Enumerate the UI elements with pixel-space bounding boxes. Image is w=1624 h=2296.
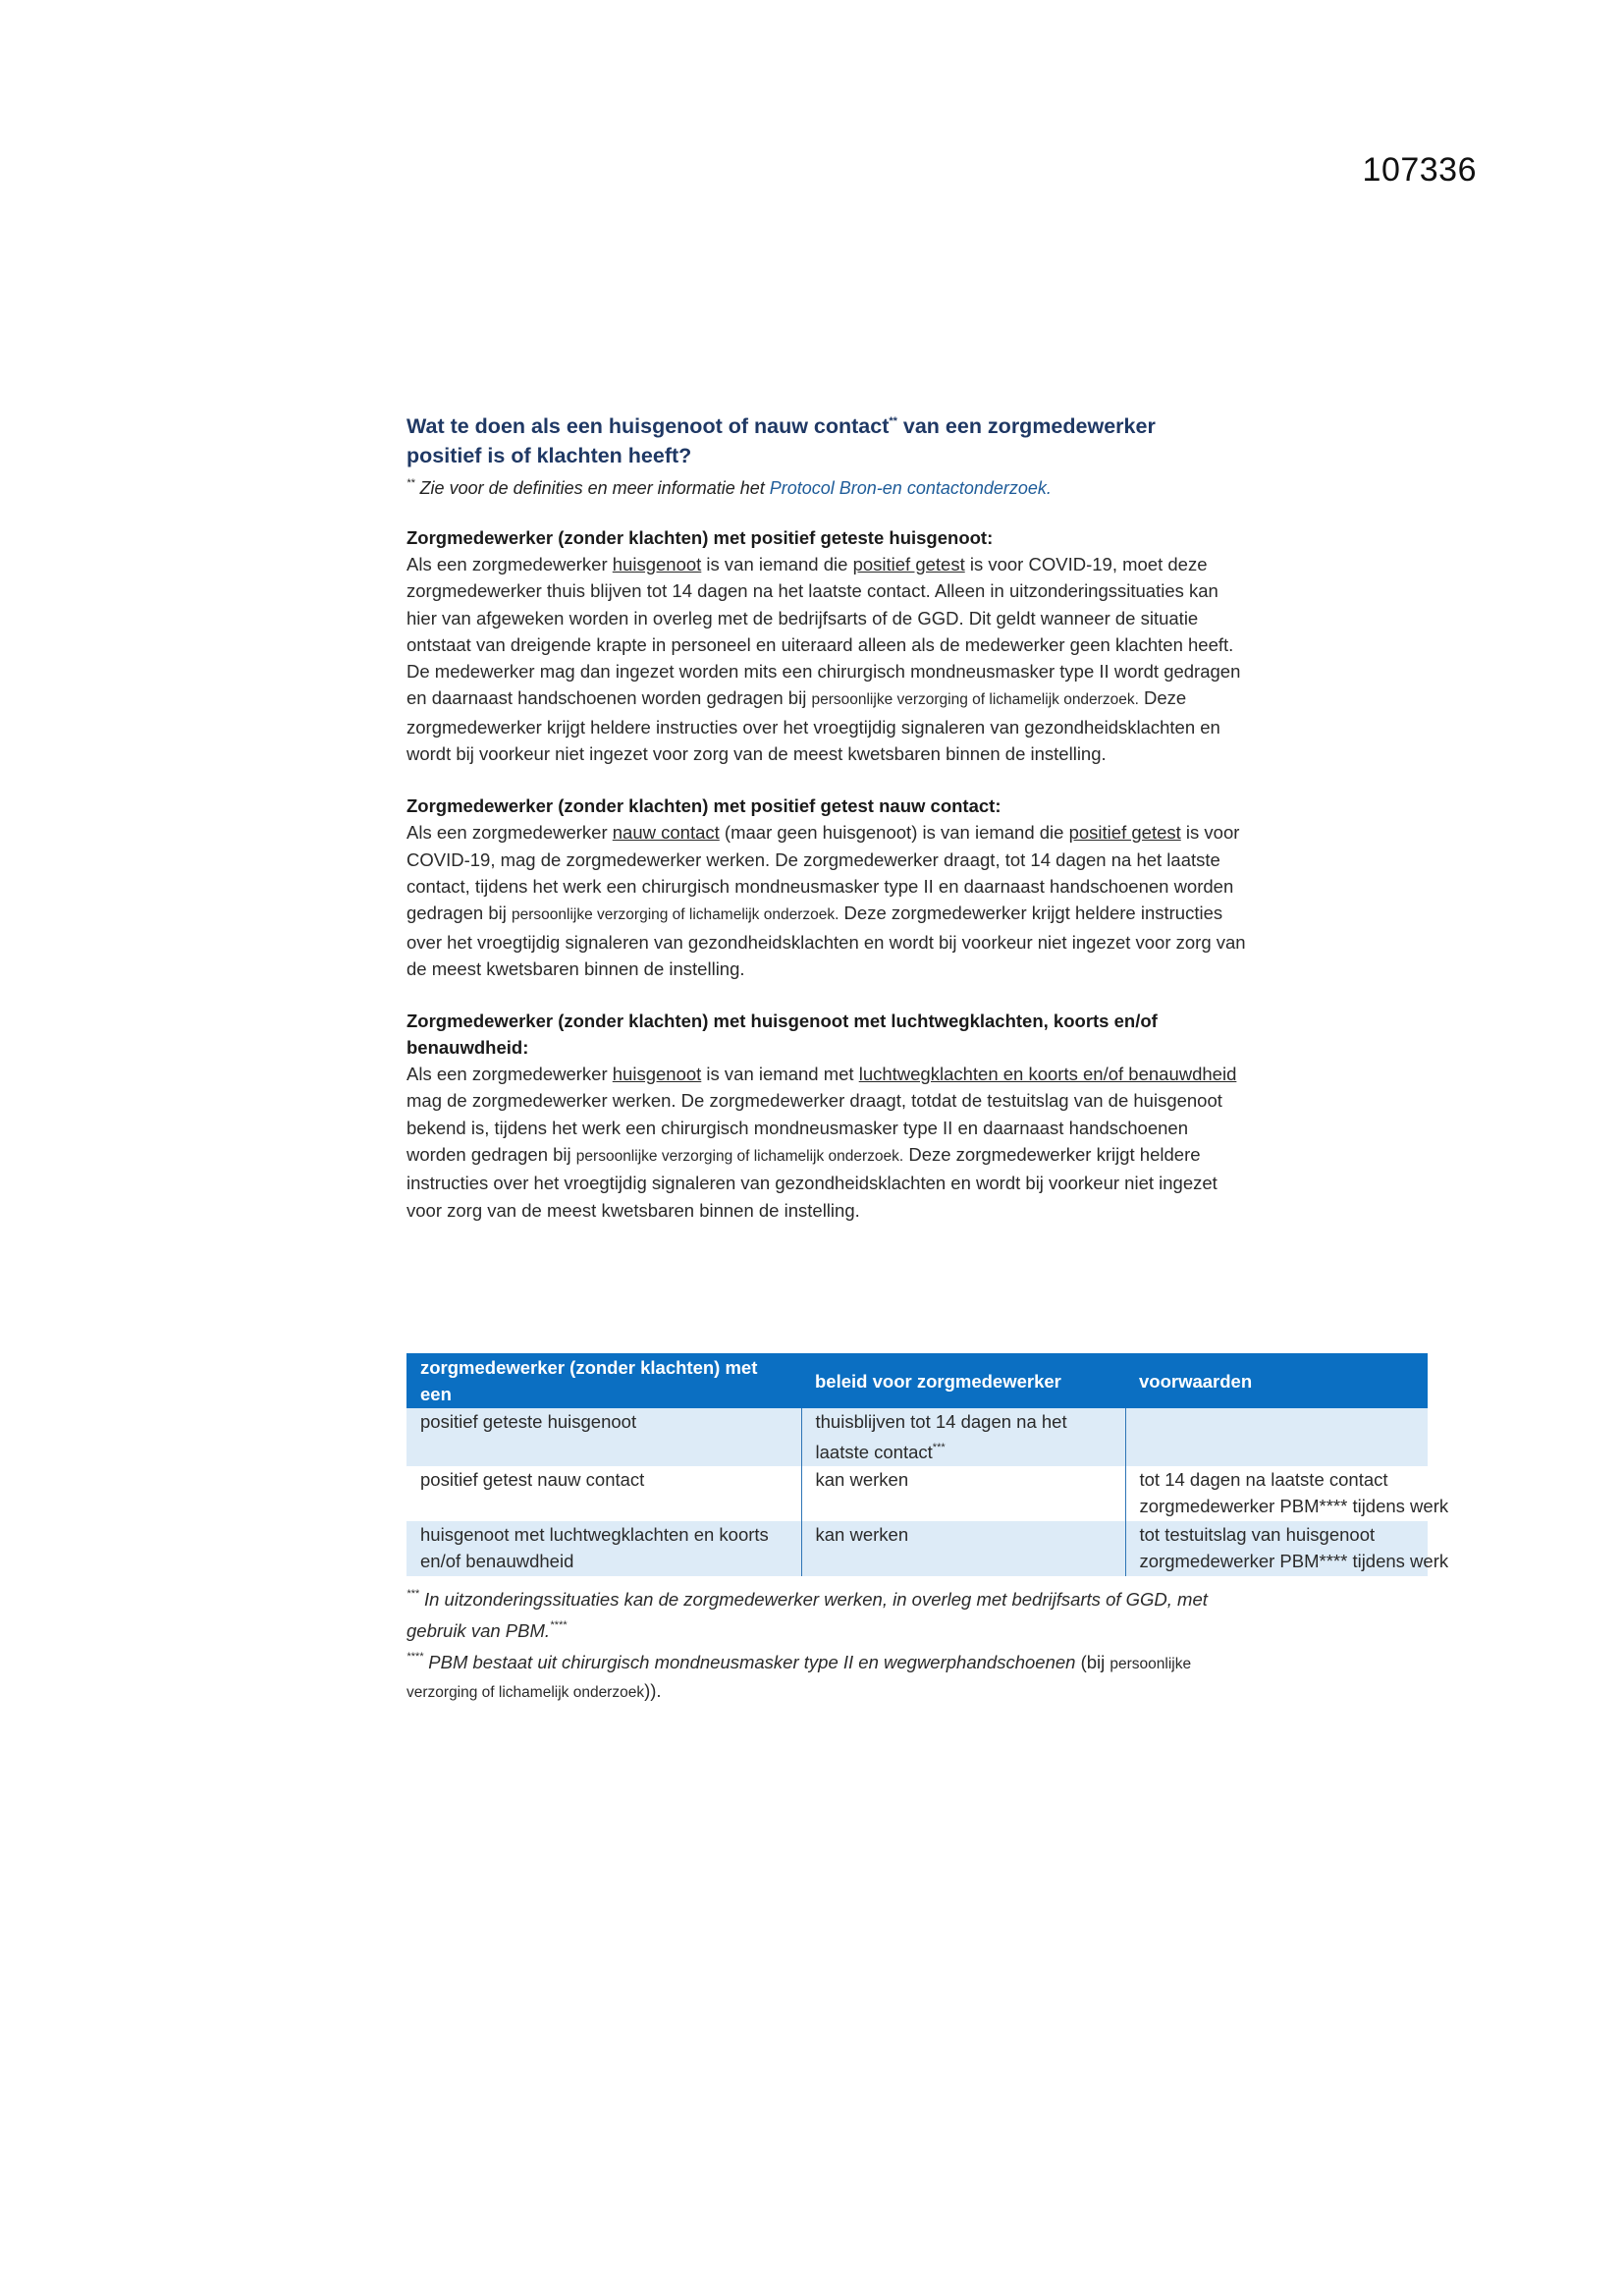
table-cell: thuisblijven tot 14 dagen na het laatste contact*** (801, 1408, 1125, 1466)
policy-table-container (406, 1353, 1449, 1576)
table-header-row (406, 1353, 1428, 1408)
section-title: Zorgmedewerker (zonder klachten) met positief getest nauw contact: (406, 795, 1001, 817)
section-positive-household (406, 524, 1251, 767)
footnote-pbm: **** PBM bestaat uit chirurgisch mondneusmasker type II en wegwerphandschoenen (bij persoonlijke verzorging of lichamelijk onderzoek)). (406, 1651, 1192, 1701)
table-cell: huisgenoot met luchtwegklachten en koorts en/of benauwdheid (406, 1521, 801, 1576)
document-body (406, 407, 1251, 1249)
table-row (406, 1466, 1428, 1521)
page-title: Wat te doen als een huisgenoot of nauw contact** van een zorgmedewerker positief is of klachten heeft? (406, 414, 1156, 467)
definitions-note: ** Zie voor de definities en meer informatie het Protocol Bron-en contactonderzoek. (406, 477, 1052, 498)
section-paragraph: Als een zorgmedewerker huisgenoot is van iemand met luchtwegklachten en koorts en/of benauwdheid mag de zorgmedewerker werken. De zorgmedewerker draagt, totdat de testuitslag van de huisgenoot bekend is, tijdens het werk een chirurgisch mondneusmasker type II en daarnaast handschoenen worden gedragen bij persoonlijke verzorging of lichamelijk onderzoek. Deze zorgmedewerker krijgt heldere instructies over het vroegtijdig signaleren van gezondheidsklachten en wordt bij voorkeur niet ingezet voor zorg van de meest kwetsbaren binnen de instelling. (406, 1064, 1237, 1221)
table-cell: kan werken (801, 1521, 1125, 1576)
table-row (406, 1521, 1428, 1576)
protocol-link[interactable]: Protocol Bron-en contactonderzoek. (769, 478, 1052, 498)
table-row (406, 1408, 1428, 1466)
section-household-symptoms (406, 1008, 1251, 1224)
section-paragraph: Als een zorgmedewerker nauw contact (maar geen huisgenoot) is van iemand die positief getest is voor COVID-19, mag de zorgmedewerker werken. De zorgmedewerker draagt, tot 14 dagen na het laatste contact, tijdens het werk een chirurgisch mondneusmasker type II en daarnaast handschoenen worden gedragen bij persoonlijke verzorging of lichamelijk onderzoek. Deze zorgmedewerker krijgt heldere instructies over het vroegtijdig signaleren van gezondheidsklachten en wordt bij voorkeur niet ingezet voor zorg van de meest kwetsbaren binnen de instelling. (406, 822, 1246, 979)
table-header-cell: zorgmedewerker (zonder klachten) met een (406, 1353, 801, 1408)
table-cell: kan werken (801, 1466, 1125, 1521)
footnote-exceptions: *** In uitzonderingssituaties kan de zorgmedewerker werken, in overleg met bedrijfsarts of GGD, met gebruik van PBM.**** (406, 1588, 1208, 1641)
page-number: 107336 (1362, 151, 1477, 189)
table-header-cell: beleid voor zorgmedewerker (801, 1353, 1125, 1408)
table-cell: positief geteste huisgenoot (406, 1408, 801, 1466)
table-cell: positief getest nauw contact (420, 1468, 645, 1490)
section-title: Zorgmedewerker (zonder klachten) met huisgenoot met luchtwegklachten, koorts en/of benauwdheid: (406, 1011, 1158, 1059)
table-cell: tot 14 dagen na laatste contact zorgmedewerker PBM**** tijdens werk (1125, 1466, 1428, 1521)
table-cell (1125, 1408, 1428, 1466)
section-title: Zorgmedewerker (zonder klachten) met positief geteste huisgenoot: (406, 527, 994, 548)
table-footnotes (406, 1581, 1212, 1706)
table-header-cell: voorwaarden (1125, 1353, 1428, 1408)
section-paragraph: Als een zorgmedewerker huisgenoot is van iemand die positief getest is voor COVID-19, moet deze zorgmedewerker thuis blijven tot 14 dagen na het laatste contact. Alleen in uitzonderingssituaties kan hier van afgeweken worden in overleg met de bedrijfsarts of de GGD. Dit geldt wanneer de situatie ontstaat van dreigende krapte in personeel en uiteraard alleen als de medewerker geen klachten heeft. De medewerker mag dan ingezet worden mits een chirurgisch mondneusmasker type II wordt gedragen en daarnaast handschoenen worden gedragen bij persoonlijke verzorging of lichamelijk onderzoek. Deze zorgmedewerker krijgt heldere instructies over het vroegtijdig signaleren van gezondheidsklachten en wordt bij voorkeur niet ingezet voor zorg van de meest kwetsbaren binnen de instelling. (406, 554, 1241, 765)
policy-table (406, 1353, 1449, 1576)
table-cell: tot testuitslag van huisgenoot zorgmedewerker PBM**** tijdens werk (1125, 1521, 1428, 1576)
section-positive-close-contact (406, 793, 1251, 982)
